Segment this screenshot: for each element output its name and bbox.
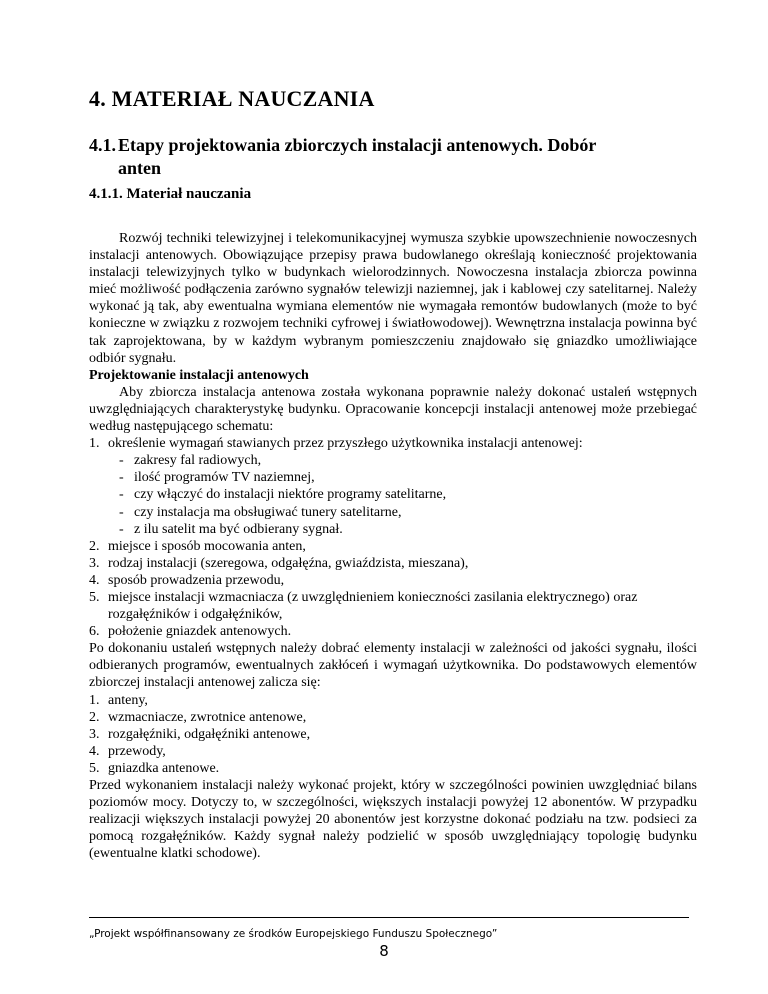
list-item: [89, 538, 697, 555]
list-number: 2.: [89, 538, 100, 554]
list-text: miejsce instalacji wzmacniacza (z uwzględnieniem konieczności zasilania elektrycznego) oraz rozgałęźników i odgałęźników,: [108, 589, 638, 623]
list-item: [89, 623, 697, 640]
list-number: 5.: [89, 589, 100, 605]
list-item: [89, 743, 697, 760]
list-text: określenie wymagań stawianych przez przyszłego użytkownika instalacji antenowej:: [108, 436, 583, 452]
sub-list-item: [89, 486, 697, 503]
subsection-heading: 4.1.1. Materiał nauczania: [89, 186, 252, 202]
section-title-line2: anten: [118, 158, 162, 178]
dash-bullet: -: [119, 504, 124, 520]
list-number: 6.: [89, 624, 100, 640]
dash-bullet: -: [119, 470, 124, 486]
chapter-heading: 4. MATERIAŁ NAUCZANIA: [89, 86, 375, 111]
list-text: rozgałęźniki, odgałęźniki antenowe,: [108, 726, 311, 742]
sub-list-item: [89, 469, 697, 486]
footer-divider: [89, 917, 689, 918]
section-heading: [89, 134, 699, 180]
list-item: [89, 572, 697, 589]
list-item: [89, 760, 697, 777]
sub-list-text: czy włączyć do instalacji niektóre programy satelitarne,: [134, 487, 447, 503]
list-text: położenie gniazdek antenowych.: [108, 624, 292, 640]
list-item: [89, 709, 697, 726]
list-text: miejsce i sposób mocowania anten,: [108, 538, 306, 554]
list-item: [89, 692, 697, 709]
list-item: [89, 726, 697, 743]
list-number: 3.: [89, 726, 100, 742]
design-section-title: Projektowanie instalacji antenowych: [89, 367, 309, 383]
list-text: rodzaj instalacji (szeregowa, odgałęźna, gwiaździsta, mieszana),: [108, 555, 469, 571]
list-number: 1.: [89, 436, 100, 452]
list-text: gniazdka antenowe.: [108, 760, 220, 776]
list-number: 1.: [89, 692, 100, 708]
intro-paragraph: Rozwój techniki telewizyjnej i telekomunikacyjnej wymusza szybkie upowszechnienie nowoczesnych instalacji antenowych. Obowiązujące przepisy prawa budowlanego określają konieczność projektowania instalacji telewizyjnych tylko w budynkach wielorodzinnych. Nowoczesna instalacja zbiorcza powinna mieć możliwość podłączenia zarówno sygnałów telewizji naziemnej, jak i kablowej czy satelitarnej. Należy wykonać ją tak, aby ewentualna wymiana elementów nie wymagała remontów budowlanych (może to być konieczne w związku z rozwojem techniki cyfrowej i światłowodowej). Wewnętrzna instalacja powinna być tak zaprojektowana, by w każdym wybranym pomieszczeniu znajdowało się gniazdko umożliwiające odbiór sygnału.: [89, 231, 697, 366]
list-item: [89, 555, 697, 572]
dash-bullet: -: [119, 487, 124, 503]
list-number: 3.: [89, 555, 100, 571]
sub-list-text: z ilu satelit ma być odbierany sygnał.: [134, 521, 343, 537]
sub-list-text: zakresy fal radiowych,: [134, 453, 262, 469]
list-text: przewody,: [108, 743, 166, 759]
elements-paragraph: Po dokonaniu ustaleń wstępnych należy dobrać elementy instalacji w zależności od jakości sygnału, ilości odbieranych programów, ewentualnych zakłóceń i wymagań użytkownika. Do podstawowych elementów zbiorczej instalacji antenowej zalicza się:: [89, 641, 697, 691]
footer-text: „Projekt współfinansowany ze środków Europejskiego Funduszu Społecznego”: [89, 928, 498, 940]
body-text: [89, 230, 697, 862]
sub-list-item: [89, 504, 697, 521]
sub-list-text: czy instalacja ma obsługiwać tunery satelitarne,: [134, 504, 402, 520]
list-number: 4.: [89, 743, 100, 759]
list-text: sposób prowadzenia przewodu,: [108, 572, 285, 588]
list-item: [89, 435, 697, 452]
final-paragraph: Przed wykonaniem instalacji należy wykonać projekt, który w szczególności powinien uwzględniać bilans poziomów mocy. Dotyczy to, w szczególności, większych instalacji powyżej 12 abonentów. W przypadku realizacji większych instalacji powyżej 20 abonentów jest korzystne dokonać podziału na tzw. podsieci za pomocą rozgałęźników. Każdy sygnał należy podzielić w sposób uwzględniający topologię budynku (ewentualne klatki schodowe).: [89, 778, 697, 862]
list-number: 4.: [89, 572, 100, 588]
list-item: [89, 589, 697, 623]
sub-list-item: [89, 521, 697, 538]
design-paragraph: Aby zbiorcza instalacja antenowa została wykonana poprawnie należy dokonać ustaleń wstępnych uwzględniających charakterystykę budynku. Opracowanie koncepcji instalacji antenowej może przebiegać według następującego schematu:: [89, 384, 697, 435]
page-number: 8: [379, 942, 389, 960]
list-number: 5.: [89, 760, 100, 776]
sub-list-item: [89, 452, 697, 469]
list-number: 2.: [89, 709, 100, 725]
sub-list-text: ilość programów TV naziemnej,: [134, 470, 315, 486]
list-text: anteny,: [108, 692, 148, 708]
dash-bullet: -: [119, 453, 124, 469]
dash-bullet: -: [119, 521, 124, 537]
list-text: wzmacniacze, zwrotnice antenowe,: [108, 709, 307, 725]
section-number: 4.1.: [89, 135, 116, 155]
section-title-line1: Etapy projektowania zbiorczych instalacji antenowych. Dobór: [118, 135, 597, 155]
